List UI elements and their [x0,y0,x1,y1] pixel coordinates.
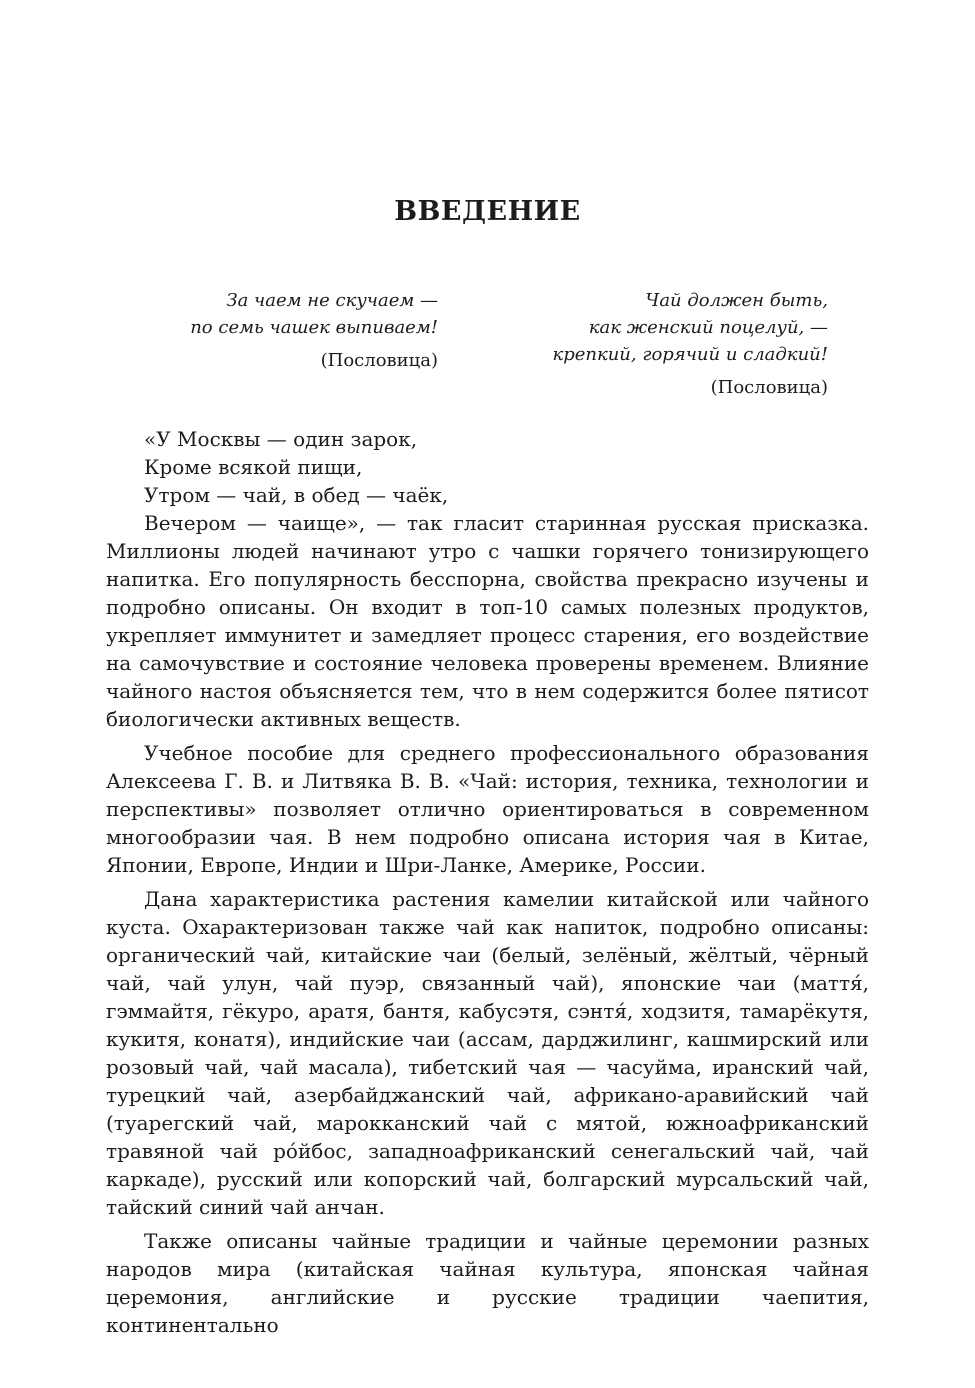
poem-line: Утром — чай, в обед — чаёк, [144,483,449,507]
epigraph-line: крепкий, горячий и сладкий! [552,344,828,365]
page-title: ВВЕДЕНИЕ [394,196,581,227]
paragraph: Также описаны чайные традиции и чайные церемонии разных народов мира (китайская чайная культура, японская чайная церемония, английские и русские традиции чаепития, континентально [106,1229,869,1337]
poem-line: Кроме всякой пищи, [144,455,363,479]
epigraph-line: как женский поцелуй, — [588,317,828,338]
epigraph-line: по семь чашек выпиваем! [190,317,438,338]
epigraph-line: За чаем не скучаем — [226,290,438,311]
epigraph-source: (Пословица) [710,377,828,398]
body-text [106,425,869,1339]
epigraph-left [190,287,438,374]
poem-line: «У Москвы — один зарок, [144,427,418,451]
epigraph-line: Чай должен быть, [645,290,828,311]
epigraph-right [552,287,828,401]
paragraph: Вечером — чаище», — так гласит старинная русская присказка. Миллионы людей начинают утро с чашки горячего тонизирующего напитка. Его популярность бесспорна, свойства прекрасно изучены и подробно описаны. Он входит в топ-10 самых полезных продуктов, укрепляет иммунитет и замедляет процесс старения, его воздействие на самочувствие и состояние человека проверены временем. Влияние чайного настоя объясняется тем, что в нем содержится более пятисот биологически активных веществ. [106,511,869,731]
paragraph: Дана характеристика растения камелии китайской или чайного куста. Охарактеризован также чай как напиток, подробно описаны: органический чай, китайские чаи (белый, зелёный, жёлтый, чёрный чай, чай улун, чай пуэр, связанный чай), японские чаи (маття́, гэммайтя, гёкуро, аратя, бантя, кабусэтя, сэнтя́, ходзитя, тамарёкутя, кукитя, конатя), индийские чаи (ассам, дарджилинг, кашмирский или розовый чай, чай масала), тибетский чая — часуйма, иранский чай, турецкий чай, азербайджанский чай, африкано-аравийский чай (туарегский чай, марокканский чай с мятой, южноафриканский травяной чай ро́йбос, западноафриканский сенегальский чай, чай каркаде), русский или копорский чай, болгарский мурсальский чай, тайский синий чай анчан. [106,887,869,1219]
epigraph-source: (Пословица) [320,350,438,371]
paragraph: Учебное пособие для среднего профессионального образования Алексеева Г. В. и Литвяка В. В. «Чай: история, техника, технологии и перспективы» позволяет отлично ориентироваться в современном многообразии чая. В нем подробно описана история чая в Китае, Японии, Европе, Индии и Шри-Ланке, Америке, России. [106,741,869,877]
